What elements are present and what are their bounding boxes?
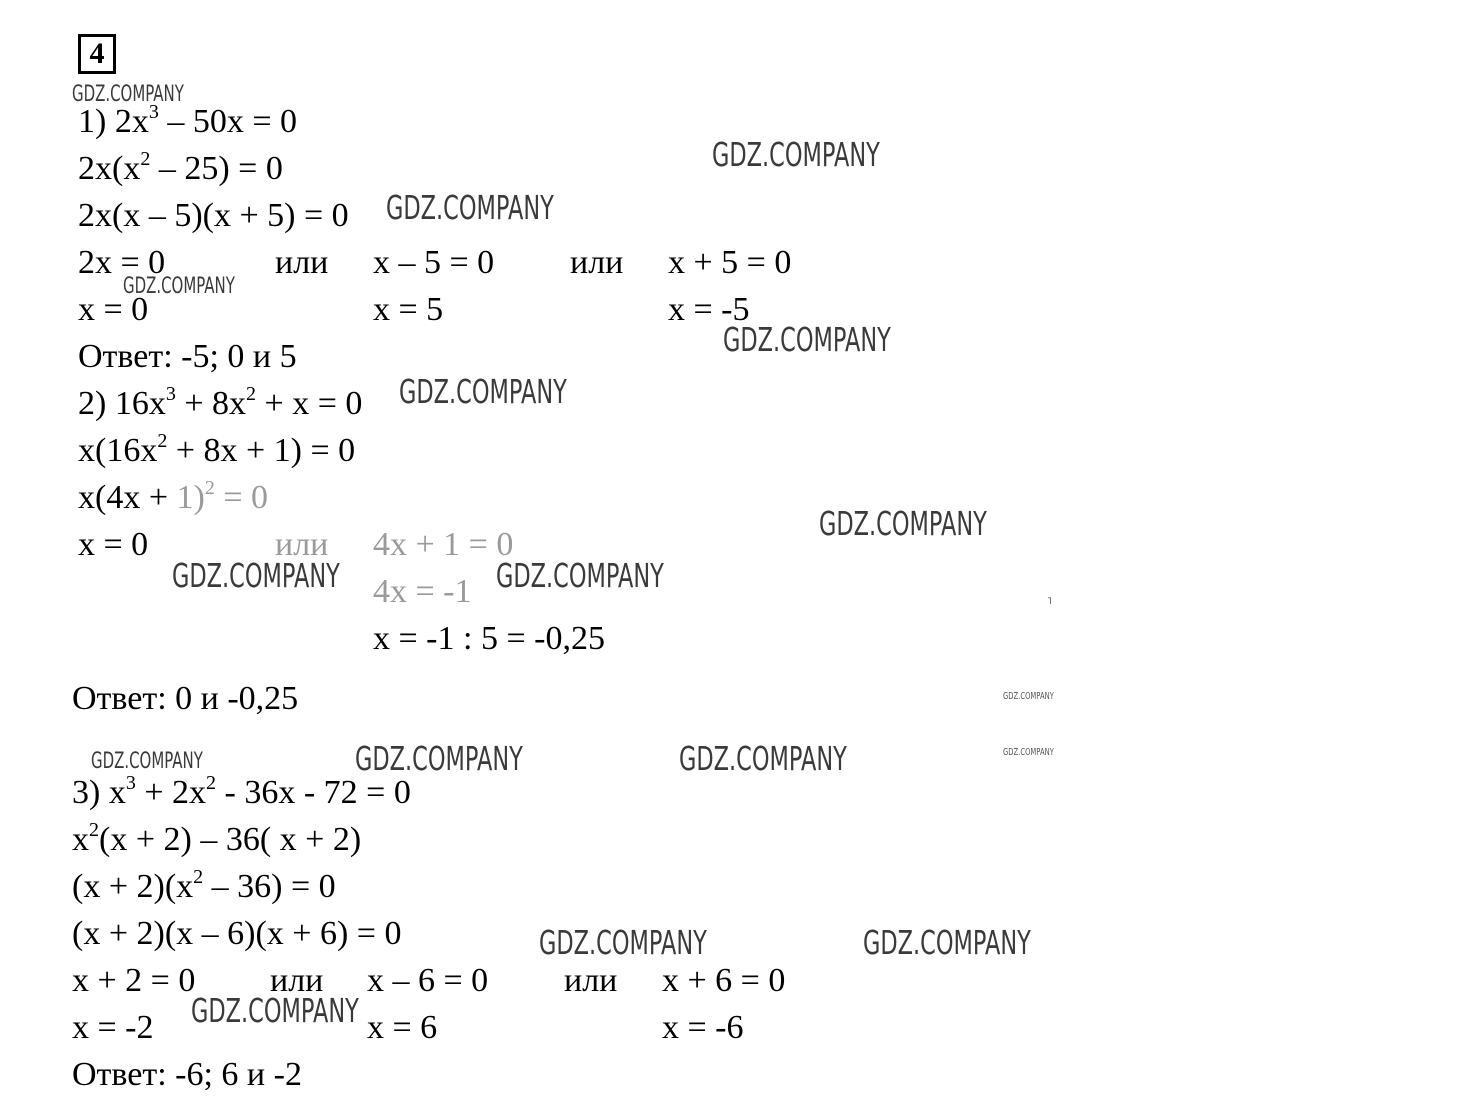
p1-case-3-sol: x = -5 bbox=[668, 291, 750, 328]
p1-line-1: 1) $2x^3 - 50x = 0$ bbox=[78, 101, 298, 140]
p1-line-3: 2x(x – 5)(x + 5) = 0 bbox=[78, 197, 349, 234]
p2-line-3: $x(4x + 1)^2 = 0$ bbox=[78, 477, 269, 516]
p3-line-2: $x^2(x + 2) - 36$( x + 2) bbox=[72, 819, 362, 858]
watermark: GDZ.COMPANY bbox=[679, 739, 847, 778]
p1-case-3-eq: x + 5 = 0 bbox=[668, 244, 792, 281]
p1-case-2-sol: x = 5 bbox=[373, 291, 444, 328]
task-number-box: 4 bbox=[78, 34, 116, 74]
p3-line-4: (x + 2)(x – 6)(x + 6) = 0 bbox=[72, 915, 402, 952]
watermark: GDZ.COMPANY bbox=[399, 372, 567, 411]
p2-case-1-eq: x = 0 bbox=[78, 526, 149, 563]
watermark: GDZ.COMPANY bbox=[723, 320, 891, 359]
p2-or-1: или bbox=[275, 526, 329, 563]
watermark: GDZ.COMPANY bbox=[123, 274, 235, 299]
p3-case-2-sol: x = 6 bbox=[367, 1009, 438, 1046]
p2-line-1: 2) $16x^3 + 8x^2 + x = 0$ bbox=[78, 383, 363, 422]
watermark: GDZ.COMPANY bbox=[819, 504, 987, 543]
p1-or-2: или bbox=[570, 244, 624, 281]
watermark: GDZ.COMPANY bbox=[172, 556, 340, 595]
watermark: GDZ.COMPANY bbox=[539, 923, 707, 962]
p3-case-3-sol: x = -6 bbox=[662, 1009, 744, 1046]
p1-case-1-sol: x = 0 bbox=[78, 291, 149, 328]
p3-case-2-eq: x – 6 = 0 bbox=[367, 962, 489, 999]
watermark: GDZ.COMPANY bbox=[91, 749, 203, 774]
p3-or-2: или bbox=[564, 962, 618, 999]
p2-case-2-sol: x = -1 : 5 = -0,25 bbox=[373, 620, 605, 657]
p3-case-1-sol: x = -2 bbox=[72, 1009, 154, 1046]
p1-case-1-eq: 2x = 0 bbox=[78, 244, 166, 281]
watermark: GDZ.COMPANY bbox=[1003, 747, 1054, 758]
p3-or-1: или bbox=[270, 962, 324, 999]
p2-case-2-eq: 4x + 1 = 0 bbox=[373, 526, 514, 563]
p3-answer: Ответ: -6; 6 и -2 bbox=[72, 1056, 302, 1093]
p1-or-1: или bbox=[275, 244, 329, 281]
p1-line-2: $2x(x^2 - 25) = 0$ bbox=[78, 148, 283, 187]
p2-line-2: $x(16x^2 + 8x + 1) = 0$ bbox=[78, 430, 356, 469]
watermark: GDZ.COMPANY bbox=[863, 923, 1031, 962]
p3-line-1: 3) $x^3 + 2x^2 - 36x - 72 = 0$ bbox=[72, 772, 411, 811]
p3-case-1-eq: x + 2 = 0 bbox=[72, 962, 196, 999]
watermark: GDZ.COMPANY bbox=[72, 82, 184, 107]
watermark: GDZ.COMPANY bbox=[191, 991, 359, 1030]
p1-case-2-eq: x – 5 = 0 bbox=[373, 244, 495, 281]
p3-case-3-eq: x + 6 = 0 bbox=[662, 962, 786, 999]
p2-case-2-step: 4x = -1 bbox=[373, 573, 472, 610]
p1-answer: Ответ: -5; 0 и 5 bbox=[78, 338, 297, 375]
p3-line-3: $(x + 2)(x^2 - 36) = 0$ bbox=[72, 866, 336, 905]
watermark: GDZ.COMPANY bbox=[386, 188, 554, 227]
watermark: GDZ.COMPANY bbox=[1003, 691, 1054, 702]
watermark: GDZ.COMPANY bbox=[355, 739, 523, 778]
stray-mark: ˥ bbox=[1047, 596, 1052, 607]
watermark: GDZ.COMPANY bbox=[496, 556, 664, 595]
watermark: GDZ.COMPANY bbox=[712, 135, 880, 174]
p2-answer: Ответ: 0 и -0,25 bbox=[72, 680, 299, 717]
